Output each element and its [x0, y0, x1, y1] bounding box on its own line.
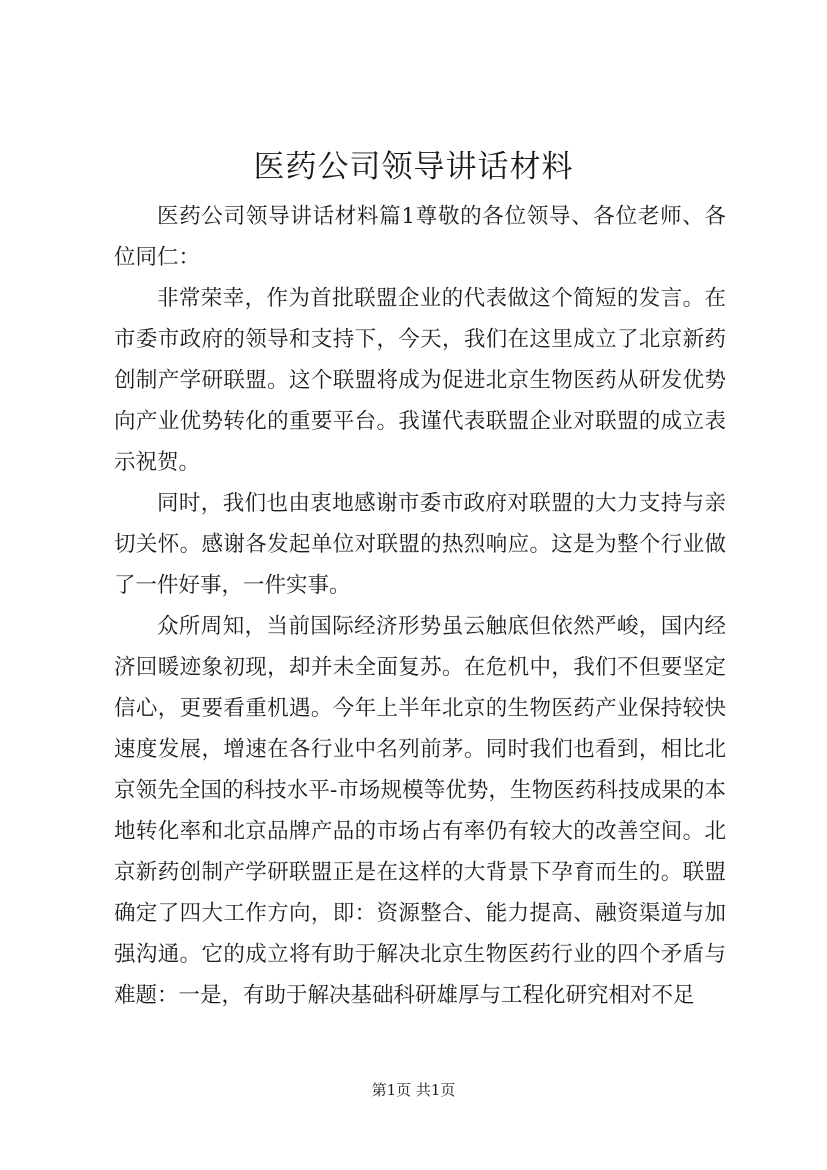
- document-body: [114, 196, 726, 1016]
- document-title: 医药公司领导讲话材料: [253, 149, 574, 185]
- paragraph-3: 同时，我们也由衷地感谢市委市政府对联盟的大力支持与亲切关怀。感谢各发起单位对联盟的热烈响应。这是为整个行业做了一件好事，一件实事。: [114, 491, 726, 598]
- page-footer: 第1页 共1页: [371, 1081, 456, 1099]
- paragraph-4: 众所周知，当前国际经济形势虽云触底但依然严峻，国内经济回暖迹象初现，却并未全面复苏。在危机中，我们不但要坚定信心，更要看重机遇。今年上半年北京的生物医药产业保持较快速度发展，增速在各行业中名列前茅。同时我们也看到，相比北京领先全国的科技水平-市场规模等优势，生物医药科技成果的本地转化率和北京品牌产品的市场占有率仍有较大的改善空间。北京新药创制产学研联盟正是在这样的大背景下孕育而生的。联盟确定了四大工作方向，即：资源整合、能力提高、融资渠道与加强沟通。它的成立将有助于解决北京生物医药行业的四个矛盾与难题：一是，有助于解决基础科研雄厚与工程化研究相对不足: [114, 614, 726, 1008]
- paragraph-2: 非常荣幸，作为首批联盟企业的代表做这个简短的发言。在市委市政府的领导和支持下，今天，我们在这里成立了北京新药创制产学研联盟。这个联盟将成为促进北京生物医药从研发优势向产业优势转化的重要平台。我谨代表联盟企业对联盟的成立表示祝贺。: [114, 286, 726, 475]
- paragraph-1: 医药公司领导讲话材料篇1尊敬的各位领导、各位老师、各位同仁：: [114, 204, 726, 270]
